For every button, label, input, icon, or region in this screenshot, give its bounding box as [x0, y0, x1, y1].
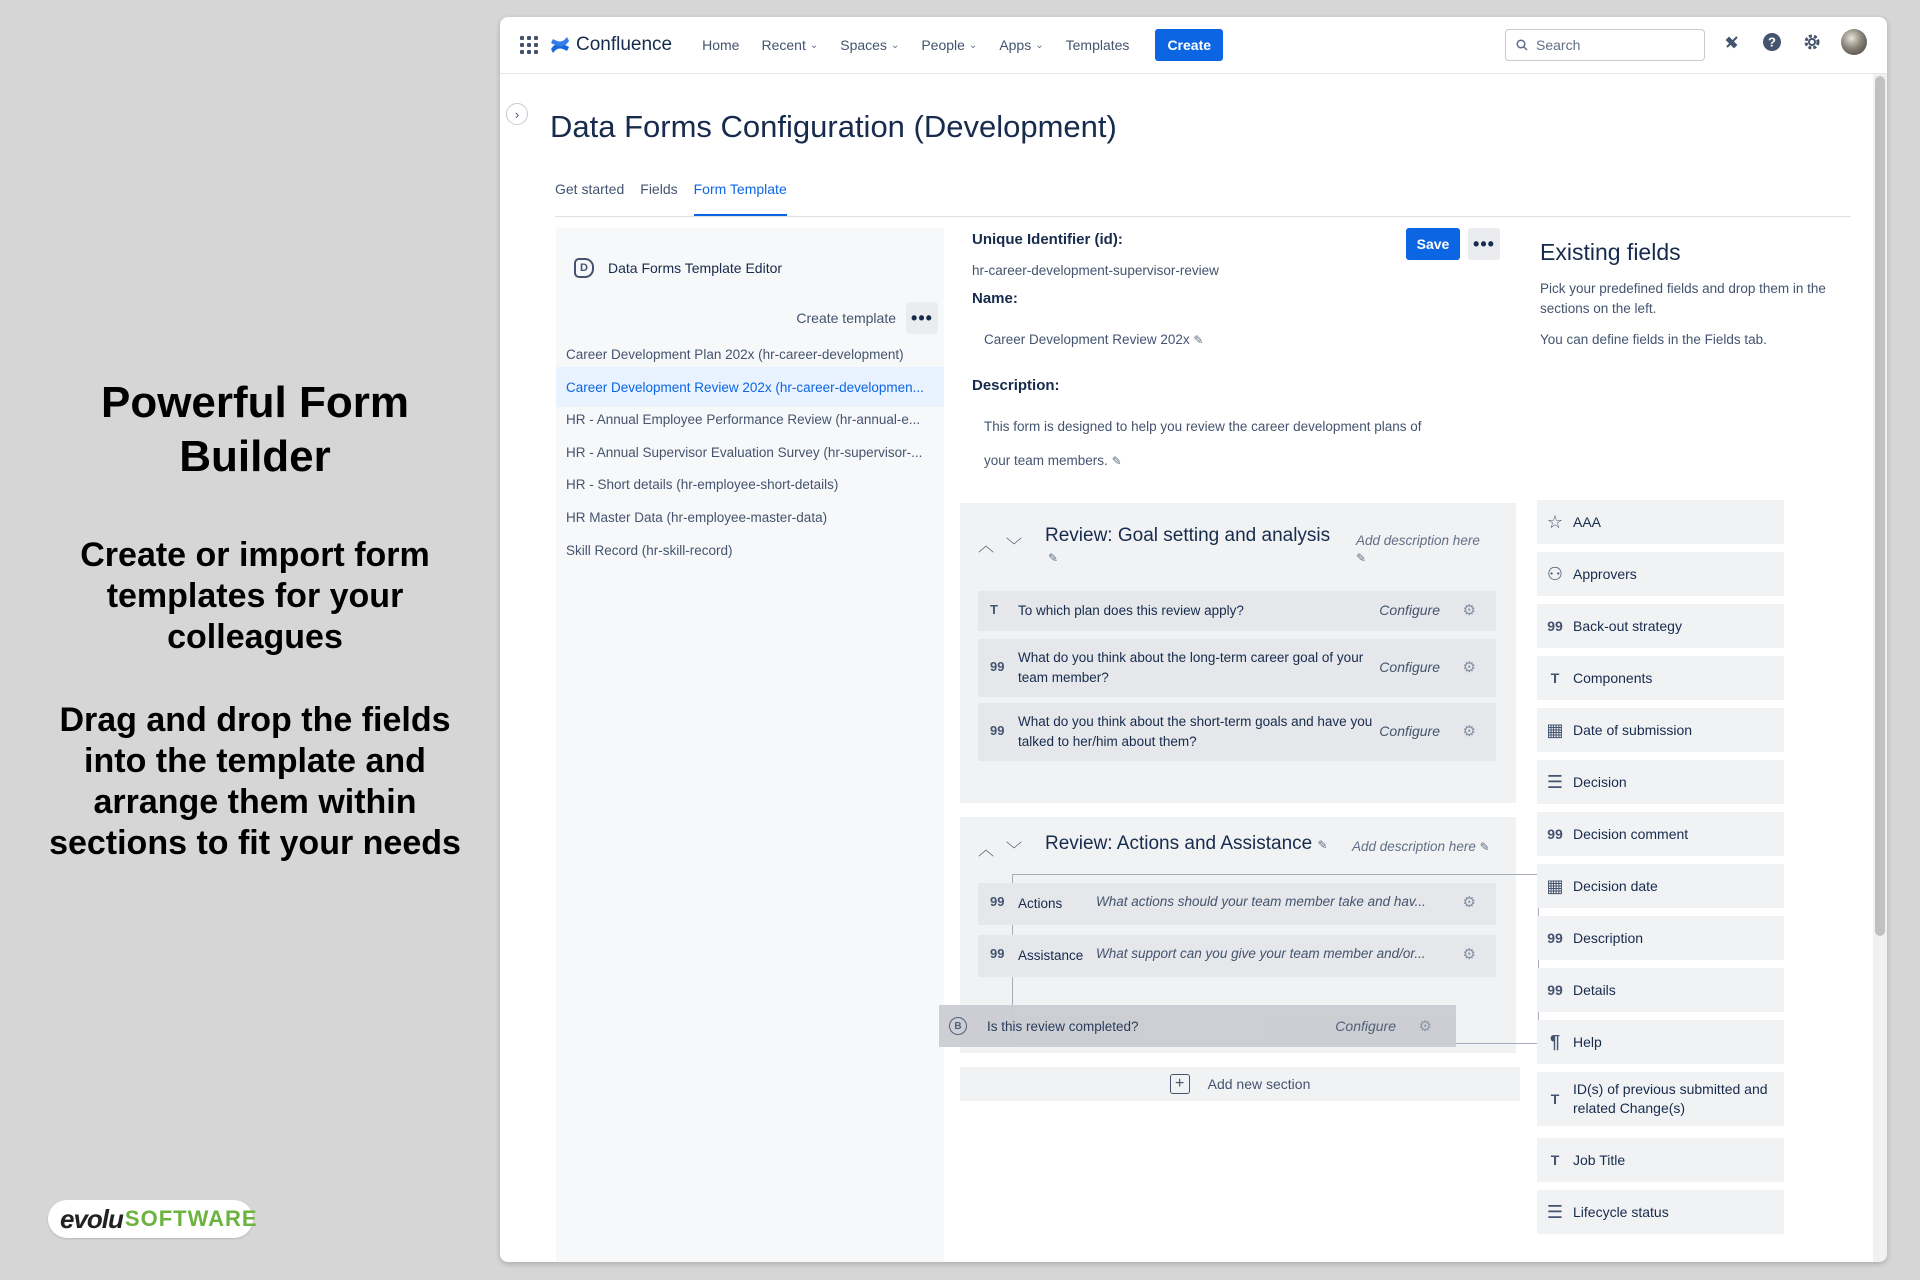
add-new-section-label: Add new section [1207, 1076, 1311, 1092]
template-list-more-button[interactable]: ••• [906, 302, 938, 334]
brand-name: Confluence [576, 34, 673, 55]
quote-icon: 99 [990, 946, 1005, 961]
quote-icon: 99 [1547, 826, 1563, 842]
nav-item-spaces[interactable] [840, 37, 899, 53]
existing-field-label: AAA [1573, 513, 1602, 530]
paragraph-icon: ¶ [1549, 1031, 1560, 1052]
existing-field-item[interactable] [1537, 812, 1784, 856]
existing-field-item[interactable] [1537, 1020, 1784, 1064]
existing-field-label: Approvers [1573, 565, 1637, 582]
text-icon: T [1550, 1091, 1560, 1107]
existing-field-label: Decision [1573, 773, 1627, 790]
existing-field-label: Components [1573, 669, 1653, 686]
help-icon[interactable] [1761, 31, 1783, 53]
form-more-button[interactable]: ••• [1468, 228, 1500, 260]
settings-icon[interactable] [1801, 31, 1823, 53]
form-field-row[interactable] [978, 591, 1496, 631]
form-field-label: What do you think about the long-term career goal of your team member? [1018, 650, 1364, 685]
form-field-row[interactable] [978, 639, 1496, 697]
confluence-logo[interactable] [550, 34, 672, 56]
nav-item-label: Home [702, 37, 740, 53]
template-list-item[interactable]: HR Master Data (hr-employee-master-data) [566, 509, 828, 525]
edit-section-description-icon[interactable]: ✎ [1356, 551, 1367, 565]
save-button[interactable]: Save [1406, 228, 1460, 260]
nav-item-home[interactable] [702, 37, 739, 53]
logo-text-software: SOFTWARE [124, 1206, 258, 1231]
promo-text-create: Create or import form templates for your colleagues [80, 536, 430, 656]
existing-field-label: Back-out strategy [1573, 617, 1682, 634]
description-field[interactable] [984, 410, 1424, 478]
quote-icon: 99 [990, 894, 1005, 909]
chevron-down-icon: ⌄ [890, 39, 900, 51]
form-field-hint: What support can you give your team member and/or... [1096, 946, 1426, 961]
existing-field-label: Date of submission [1573, 721, 1693, 738]
nav-item-recent[interactable] [761, 37, 818, 53]
move-section-up-icon[interactable]: ︿ [978, 842, 995, 859]
edit-section-title-icon[interactable]: ✎ [1048, 551, 1059, 565]
template-list-item[interactable]: Skill Record (hr-skill-record) [566, 542, 733, 558]
star-icon: ☆ [1546, 511, 1564, 532]
chevron-down-icon: ⌄ [809, 39, 819, 51]
search-placeholder: Search [1536, 37, 1581, 53]
tab-form-template[interactable]: Form Template [694, 175, 787, 216]
people-icon: ⚇ [1546, 563, 1564, 584]
text-icon: T [1550, 1152, 1560, 1168]
form-field-row[interactable] [978, 883, 1496, 925]
app-switcher-icon[interactable] [520, 36, 538, 54]
existing-fields-title: Existing fields [1540, 239, 1681, 265]
scrollbar[interactable] [1873, 74, 1887, 1262]
configure-link[interactable]: Configure [1379, 723, 1440, 739]
gear-icon[interactable]: ⚙ [1462, 659, 1476, 676]
nav-item-label: Recent [761, 37, 806, 53]
nav-item-label: Spaces [840, 37, 887, 53]
form-field-row[interactable] [978, 935, 1496, 977]
gear-icon[interactable]: ⚙ [1462, 723, 1476, 740]
dragged-field[interactable] [939, 1005, 1456, 1047]
search-input[interactable] [1505, 29, 1705, 61]
description-label: Description: [972, 377, 1060, 394]
data-forms-icon: D [574, 258, 594, 278]
gear-icon[interactable]: ⚙ [1462, 894, 1476, 911]
text-field-icon: T [990, 602, 998, 617]
nav-item-label: Apps [999, 37, 1032, 53]
scrollbar-thumb[interactable] [1875, 76, 1885, 936]
configure-link[interactable]: Configure [1379, 602, 1440, 618]
template-list-item[interactable]: Career Development Review 202x (hr-career-developmen... [556, 367, 944, 407]
editor-title: Data Forms Template Editor [608, 260, 783, 276]
calendar-icon: ▦ [1546, 875, 1564, 896]
quote-icon: 99 [990, 723, 1005, 738]
top-navigation [500, 17, 1887, 74]
confluence-window [500, 17, 1887, 1262]
edit-name-icon[interactable]: ✎ [1193, 333, 1204, 347]
form-field-row[interactable] [978, 703, 1496, 761]
section-add-description: Add description here [1352, 839, 1476, 854]
existing-field-item[interactable] [1537, 1190, 1784, 1234]
form-field-label: What do you think about the short-term goals and have you talked to her/him about them? [1018, 714, 1373, 749]
template-list-panel [556, 228, 944, 1262]
form-field-hint: What actions should your team member take and hav... [1096, 894, 1426, 909]
sidebar-expand-button[interactable]: › [506, 103, 528, 125]
gear-icon[interactable]: ⚙ [1418, 1018, 1432, 1035]
form-field-label: Assistance [1018, 948, 1084, 963]
existing-field-label: Help [1573, 1033, 1602, 1050]
logo-text-evolu: evolu [60, 1203, 123, 1234]
section-title: Review: Actions and Assistance [1045, 833, 1313, 854]
list-icon: ☰ [1546, 1201, 1564, 1222]
edit-section-description-icon[interactable]: ✎ [1479, 840, 1490, 854]
avatar[interactable] [1841, 29, 1867, 55]
tab-fields[interactable]: Fields [640, 181, 678, 197]
search-icon [1516, 39, 1528, 51]
tab-get-started[interactable]: Get started [555, 181, 625, 197]
existing-field-item[interactable] [1537, 968, 1784, 1012]
existing-field-label: ID(s) of previous submitted and related Change(s) [1573, 1081, 1768, 1116]
quote-icon: 99 [1547, 930, 1563, 946]
existing-field-item[interactable] [1537, 604, 1784, 648]
name-field[interactable] [984, 323, 1424, 357]
existing-fields-description: Pick your predefined fields and drop them in the sections on the left. [1540, 281, 1826, 316]
template-list-item[interactable]: Career Development Plan 202x (hr-career-development) [566, 346, 904, 362]
notifications-icon[interactable] [1721, 31, 1743, 53]
form-field-label: To which plan does this review apply? [1018, 603, 1244, 618]
confluence-icon [550, 36, 570, 54]
chevron-down-icon: ⌄ [968, 39, 978, 51]
promo-text-drag: Drag and drop the fields into the template and arrange them within sections to fit your needs [49, 701, 461, 862]
move-section-down-icon[interactable]: ﹀ [1006, 842, 1023, 859]
existing-field-item[interactable] [1537, 552, 1784, 596]
edit-description-icon[interactable]: ✎ [1111, 454, 1122, 468]
existing-field-item[interactable] [1537, 916, 1784, 960]
edit-section-title-icon[interactable]: ✎ [1317, 838, 1328, 852]
evolu-logo [48, 1200, 258, 1238]
move-section-down-icon[interactable]: ﹀ [1006, 538, 1023, 555]
quote-icon: 99 [1547, 982, 1563, 998]
existing-field-label: Job Title [1573, 1151, 1626, 1168]
add-new-section-button[interactable] [960, 1067, 1520, 1101]
editor-header [574, 258, 782, 278]
description-value: This form is designed to help you review the career development plans of your team members. [984, 419, 1422, 468]
existing-fields-hint: You can define fields in the Fields tab. [1540, 332, 1767, 347]
promo-panel [0, 0, 500, 1280]
name-value: Career Development Review 202x [984, 332, 1190, 347]
existing-field-item[interactable] [1537, 500, 1784, 544]
existing-field-label: Description [1573, 929, 1644, 946]
page-title: Data Forms Configuration (Development) [550, 109, 1117, 144]
section-add-description[interactable]: Add description here [1356, 533, 1480, 548]
form-field-label: Actions [1018, 896, 1063, 911]
id-label: Unique Identifier (id): [972, 231, 1123, 248]
gear-icon[interactable]: ⚙ [1462, 946, 1476, 963]
template-list-item[interactable]: HR - Annual Employee Performance Review (hr-annual-e... [566, 411, 921, 427]
nav-item-label: Templates [1065, 37, 1130, 53]
name-label: Name: [972, 290, 1018, 307]
existing-field-label: Decision date [1573, 877, 1658, 894]
existing-field-item[interactable] [1537, 708, 1784, 752]
quote-icon: 99 [1547, 618, 1563, 634]
section-title-wrap[interactable] [1045, 833, 1328, 855]
existing-field-label: Details [1573, 981, 1616, 998]
gear-icon[interactable]: ⚙ [1462, 602, 1476, 619]
tab-bar [555, 175, 1851, 217]
svg-text:?: ? [1768, 34, 1776, 50]
quote-icon: 99 [990, 659, 1005, 674]
nav-item-apps[interactable] [999, 37, 1043, 53]
nav-item-label: People [921, 37, 965, 53]
section-add-description-wrap[interactable] [1352, 839, 1490, 854]
chevron-down-icon: ⌄ [1035, 39, 1044, 51]
existing-field-item[interactable] [1537, 656, 1784, 700]
existing-field-item[interactable] [1537, 864, 1784, 908]
dragged-field-label: Is this review completed? [987, 1018, 1139, 1034]
existing-field-item[interactable] [1537, 760, 1784, 804]
move-section-up-icon[interactable]: ︿ [978, 538, 995, 555]
calendar-icon: ▦ [1546, 719, 1564, 740]
create-button[interactable]: Create [1155, 29, 1223, 61]
nav-item-templates[interactable] [1066, 37, 1130, 53]
nav-item-people[interactable] [921, 37, 977, 53]
existing-field-item[interactable] [1537, 1138, 1784, 1182]
boolean-field-icon: B [949, 1017, 967, 1035]
existing-field-item[interactable] [1537, 1072, 1784, 1126]
id-value: hr-career-development-supervisor-review [972, 263, 1219, 278]
template-list-item[interactable]: HR - Short details (hr-employee-short-details) [566, 476, 839, 492]
existing-field-label: Decision comment [1573, 825, 1689, 842]
form-section-goal-setting [960, 503, 1516, 803]
configure-link[interactable]: Configure [1335, 1018, 1396, 1034]
text-icon: T [1550, 670, 1560, 686]
configure-link[interactable]: Configure [1379, 659, 1440, 675]
template-list-item[interactable]: HR - Annual Supervisor Evaluation Survey (hr-supervisor-... [566, 444, 923, 460]
existing-field-label: Lifecycle status [1573, 1203, 1669, 1220]
section-title[interactable]: Review: Goal setting and analysis [1045, 525, 1331, 546]
promo-title: Powerful Form Builder [100, 378, 410, 481]
list-icon: ☰ [1546, 771, 1564, 792]
plus-icon: + [1170, 1074, 1190, 1094]
create-template-link[interactable]: Create template [796, 310, 896, 326]
